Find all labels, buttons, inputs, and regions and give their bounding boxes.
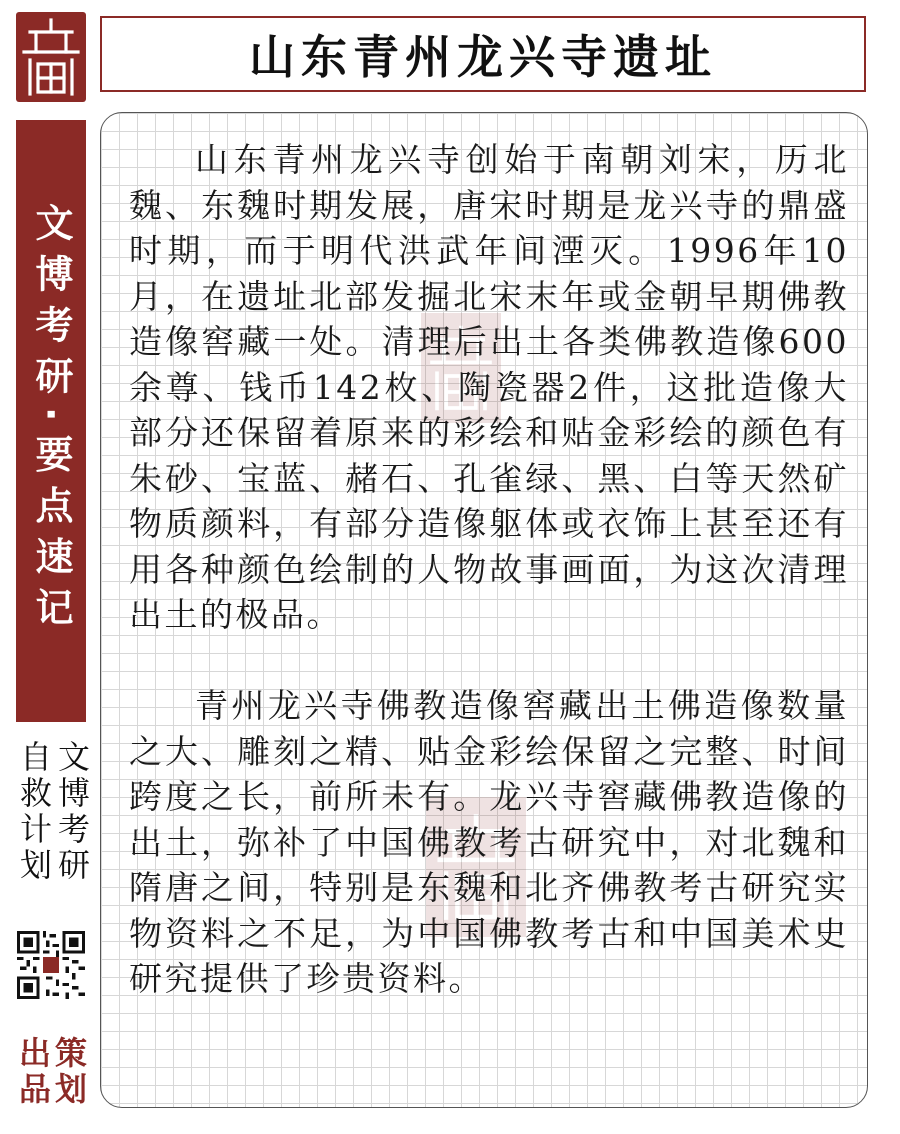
side-banner <box>16 120 86 722</box>
article-body <box>129 137 849 1002</box>
content-panel <box>100 112 868 1108</box>
producer-label-right: 策划 <box>50 1036 88 1108</box>
paragraph: 山东青州龙兴寺创始于南朝刘宋，历北魏、东魏时期发展，唐宋时期是龙兴寺的鼎盛时期，而于明代洪武年间湮灭。1996年10月，在遗址北部发掘北宋末年或金朝早期佛教造像窖藏一处。清理后出土各类佛教造像600余尊、钱币142枚、陶瓷器2件，这批造像大部分还保留着原来的彩绘和贴金彩绘的颜色有朱砂、宝蓝、赭石、孔雀绿、黑、白等天然矿物质颜料，有部分造像躯体或衣饰上甚至还有用各种颜色绘制的人物故事画面，为这次清理出土的极品。 <box>129 140 849 634</box>
title-banner <box>100 16 866 92</box>
seal-logo-icon <box>16 12 86 102</box>
plan-label-left: 自救计划 <box>15 740 53 884</box>
plan-label <box>14 740 92 910</box>
producer-label-left: 出品 <box>14 1036 52 1108</box>
qr-code-icon[interactable] <box>17 930 85 1000</box>
paragraph: 青州龙兴寺佛教造像窖藏出土佛造像数量之大、雕刻之精、贴金彩绘保留之完整、时间跨度之长，前所未有。龙兴寺窖藏佛教造像的出土，弥补了中国佛教考古研究中，对北魏和隋唐之间，特别是东魏和北齐佛教考古研究实物资料之不足，为中国佛教考古和中国美术史研究提供了珍贵资料。 <box>129 686 849 998</box>
producer-label <box>16 1036 86 1116</box>
plan-label-right: 文博考研 <box>53 740 91 884</box>
side-banner-text: 文博考研·要点速记 <box>29 203 73 639</box>
page-title: 山东青州龙兴寺遗址 <box>249 30 717 84</box>
